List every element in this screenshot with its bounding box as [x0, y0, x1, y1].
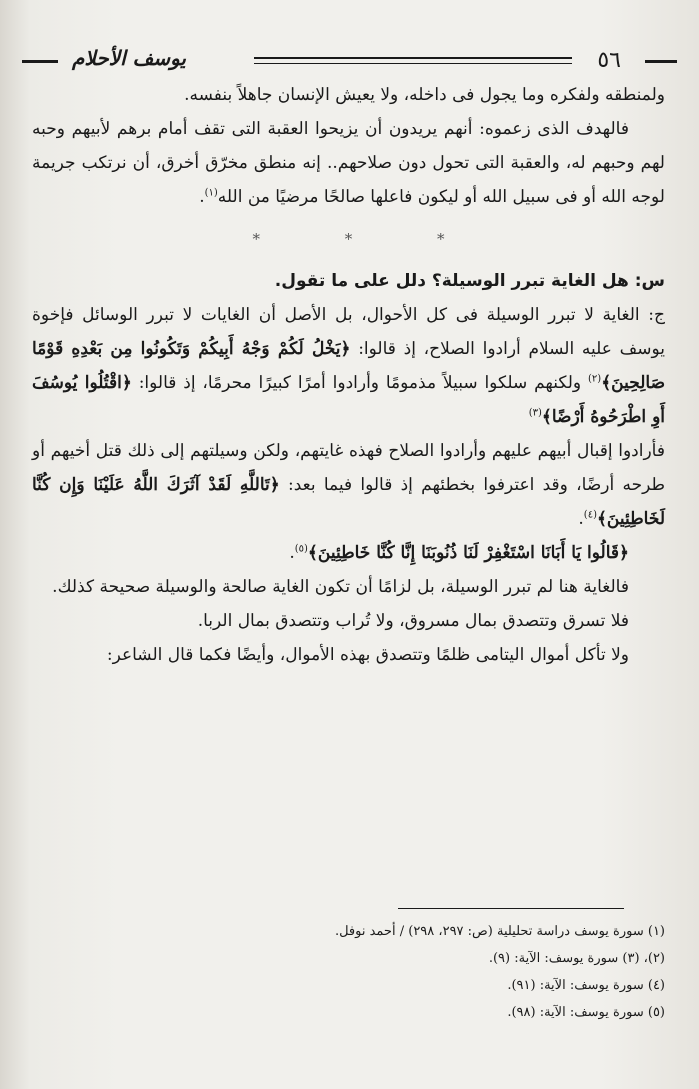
footnote: (٥) سورة يوسف: الآية: (٩٨). — [507, 1005, 665, 1020]
paragraph: ﴿قَالُوا يَا أَبَانَا اسْتَغْفِرْ لَنَا ذُنُوبَنَا إِنَّا كُنَّا خَاطِئِينَ﴾$^{(٥)}$. — [289, 543, 629, 563]
paragraph: ولا تأكل أموال اليتامى ظلمًا وتتصدق بهذه الأموال، وأيضًا فكما قال الشاعر: — [106, 645, 629, 665]
question-heading: س: هل الغاية تبرر الوسيلة؟ دلل على ما تقول. — [274, 271, 665, 291]
footnote: (١) سورة يوسف دراسة تحليلية (ص: ٢٩٧، ٢٩٨) / أحمد نوفل. — [334, 924, 665, 939]
page-header — [22, 44, 677, 78]
footnote: (٤) سورة يوسف: الآية: (٩١). — [507, 978, 665, 993]
quran-quote: ﴿يَخْلُ لَكُمْ وَجْهُ أَبِيكُمْ وَتَكُونُوا مِن بَعْدِهِ قَوْمًا صَالِحِينَ﴾ — [32, 339, 666, 393]
header-rule-left — [22, 60, 58, 63]
quran-quote: ﴿اقْتُلُوا يُوسُفَ أَوِ اطْرَحُوهُ أَرْضًا﴾ — [32, 373, 665, 427]
quran-quote: ﴿تَاللَّهِ لَقَدْ آثَرَكَ اللَّهُ عَلَيْنَا وَإِن كُنَّا لَخَاطِئِينَ﴾ — [32, 475, 665, 529]
paragraph: ج: الغاية لا تبرر الوسيلة فى كل الأحوال، بل الأصل أن الغايات لا تبرر الوسائل فإخوة يوسف عليه السلام أرادوا الصلاح، إذ قالوا: ﴿يَخْلُ لَكُمْ وَجْهُ أَبِيكُمْ وَتَكُونُوا مِن بَعْدِهِ قَوْمًا صَالِحِينَ﴾$^{(٢)}$ ولكنهم سلكوا سبيلاً مذمومًا وأرادوا أمرًا كبيرًا محرمًا، إذ قالوا: ﴿اقْتُلُوا يُوسُفَ أَوِ اطْرَحُوهُ أَرْضًا﴾$^{(٣)}$ — [32, 305, 666, 427]
header-rule-middle-top — [254, 57, 572, 59]
footnote-ref: (٤) — [583, 509, 597, 521]
page-body — [32, 78, 665, 672]
running-book-title: يوسف الأحلام — [72, 46, 186, 70]
paragraph: فالغاية هنا لم تبرر الوسيلة، بل لزامًا أن تكون الغاية صالحة والوسيلة صحيحة كذلك. — [52, 577, 629, 597]
paragraph: ولمنطقه ولفكره وما يجول فى داخله، ولا يعيش الإنسان جاهلاً بنفسه. — [184, 85, 665, 105]
quran-quote: ﴿قَالُوا يَا أَبَانَا اسْتَغْفِرْ لَنَا ذُنُوبَنَا إِنَّا كُنَّا خَاطِئِينَ﴾ — [307, 543, 629, 563]
footnote-ref: (٣) — [528, 407, 542, 419]
footnote-ref: (٥) — [294, 543, 308, 555]
footnote: (٢)، (٣) سورة يوسف: الآية: (٩). — [488, 951, 665, 966]
footnote-ref: (٢) — [588, 373, 602, 385]
paragraph: فلا تسرق وتتصدق بمال مسروق، ولا تُراب وتتصدق بمال الربا. — [197, 611, 629, 631]
footnote-separator — [398, 908, 624, 909]
paragraph: فالهدف الذى زعموه: أنهم يريدون أن يزيحوا العقبة التى تقف أمام برهم لأبيهم وحبه لهم وحبهم له، والعقبة التى تحول دون صلاحهم.. إنه منطق مخرّق أخرق، أن نرتكب جريمة لوجه الله أو فى سبيل الله أو ليكون فاعلها صالحًا مرضيًا من الله$^{(١)}$. — [32, 119, 665, 207]
header-rule-middle-bottom — [254, 63, 572, 64]
paragraph: فأرادوا إقبال أبيهم عليهم وأرادوا الصلاح فهذه غايتهم، ولكن وسيلتهم إلى ذلك قتل أخيهم أو طرحه أرضًا، وقد اعترفوا بخطئهم إذ قالوا فيما بعد: ﴿تَاللَّهِ لَقَدْ آثَرَكَ اللَّهُ عَلَيْنَا وَإِن كُنَّا لَخَاطِئِينَ﴾$^{(٤)}$. — [32, 441, 665, 529]
footnote-ref: (١) — [204, 187, 218, 199]
footnotes — [60, 918, 665, 1026]
section-separator: * * * — [252, 230, 485, 248]
header-rule-right — [645, 60, 677, 63]
page-number: ٥٦ — [597, 48, 621, 73]
